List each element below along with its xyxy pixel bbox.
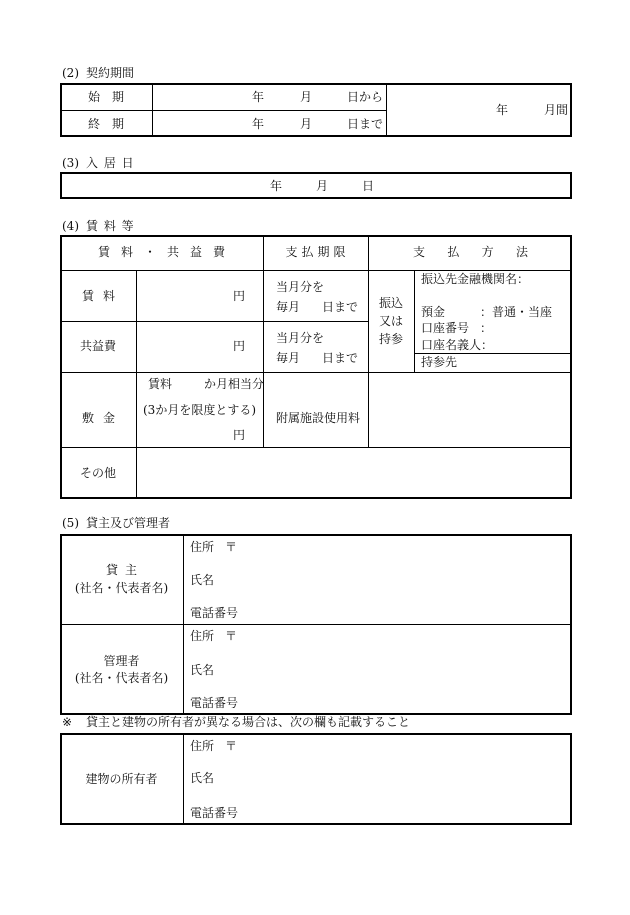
section-title-contract-period: 契約期間 [86, 66, 135, 80]
deposit-type-value: ：普通・当座 [480, 305, 553, 319]
deposit-type-label: 預金 [421, 305, 446, 319]
other-label: その他 [79, 466, 116, 480]
move-in-month: 月 [316, 179, 329, 193]
start-label: 始 期 [88, 90, 124, 104]
move-in-day: 日 [362, 179, 375, 193]
bring-to-label: 持参先 [421, 355, 458, 369]
manager-address-label: 住所 [190, 629, 215, 643]
owner-label: 建物の所有者 [85, 772, 158, 786]
start-year: 年 [252, 90, 265, 104]
landlord-name-label: 氏名 [190, 573, 215, 587]
table-rule [136, 270, 137, 499]
end-label: 終 期 [88, 117, 124, 131]
section-number: (2) [62, 66, 79, 80]
section-title-move-in: 入 居 日 [86, 156, 135, 170]
method-type-transfer: 振込 [378, 296, 403, 310]
deposit-limit-note: (3か月を限度とする) [143, 403, 256, 417]
manager-postal-mark: 〒 [225, 629, 238, 643]
table-rule [60, 110, 386, 111]
rent-deadline-line1: 当月分を [276, 280, 325, 294]
rent-deadline-day: 日まで [322, 300, 359, 314]
end-year: 年 [252, 117, 265, 131]
table-rule [414, 353, 572, 354]
rent-deadline-monthly: 毎月 [276, 300, 301, 314]
manager-sub-label: (社名・代表者名) [74, 671, 169, 685]
header-method: 支 払 方 法 [413, 245, 528, 259]
account-number-colon: ： [480, 321, 493, 335]
header-fees: 賃 料 ・ 共 益 費 [98, 245, 225, 259]
manager-phone-label: 電話番号 [190, 696, 239, 710]
method-type-bring: 持参 [378, 332, 403, 346]
section-number: (3) [62, 156, 79, 170]
manager-name-label: 氏名 [190, 663, 215, 677]
table-rule [263, 235, 264, 447]
owner-address-label: 住所 [190, 739, 215, 753]
account-holder-label: 口座名義人： [421, 338, 494, 352]
deposit-rent-label: 賃料 [148, 377, 173, 391]
account-number-label: 口座番号 [421, 321, 470, 335]
move-in-year: 年 [270, 179, 283, 193]
facility-fee-label: 附属施設使用料 [276, 411, 361, 425]
common-fee-unit: 円 [233, 339, 246, 353]
method-type-or: 又は [378, 314, 403, 328]
section-number: (5) [62, 516, 79, 530]
header-deadline: 支払期限 [285, 245, 350, 259]
start-month: 月 [300, 90, 313, 104]
common-fee-deadline-monthly: 毎月 [276, 351, 301, 365]
common-fee-deadline-line1: 当月分を [276, 331, 325, 345]
owner-name-label: 氏名 [190, 771, 215, 785]
rent-label: 賃 料 [82, 289, 115, 303]
bank-label: 振込先金融機関名： [421, 272, 530, 286]
common-fee-label: 共益費 [79, 339, 116, 353]
duration-year: 年 [496, 103, 509, 117]
note-text: 貸主と建物の所有者が異なる場合は、次の欄も記載すること [86, 715, 411, 729]
table-rule [414, 270, 415, 372]
owner-postal-mark: 〒 [225, 739, 238, 753]
landlord-sub-label: (社名・代表者名) [74, 581, 169, 595]
rent-unit: 円 [233, 289, 246, 303]
manager-label: 管理者 [103, 654, 140, 668]
deposit-months: か月相当分 [204, 377, 265, 391]
landlord-postal-mark: 〒 [225, 540, 238, 554]
table-rule [60, 321, 368, 322]
section-number: (4) [62, 219, 79, 233]
common-fee-deadline-day: 日まで [322, 351, 359, 365]
table-rule [386, 83, 387, 137]
note-mark: ※ [62, 715, 73, 729]
section-title-rent: 賃 料 等 [86, 219, 135, 233]
deposit-label: 敷 金 [82, 411, 115, 425]
table-rule [60, 624, 572, 625]
landlord-address-label: 住所 [190, 540, 215, 554]
table-rule [183, 733, 184, 825]
landlord-phone-label: 電話番号 [190, 606, 239, 620]
landlord-label: 貸 主 [106, 563, 137, 577]
end-day: 日まで [347, 117, 384, 131]
section-title-parties: 貸主及び管理者 [86, 516, 171, 530]
end-month: 月 [300, 117, 313, 131]
start-day: 日から [347, 90, 384, 104]
deposit-unit: 円 [233, 428, 246, 442]
owner-phone-label: 電話番号 [190, 806, 239, 820]
duration-month: 月間 [544, 103, 569, 117]
